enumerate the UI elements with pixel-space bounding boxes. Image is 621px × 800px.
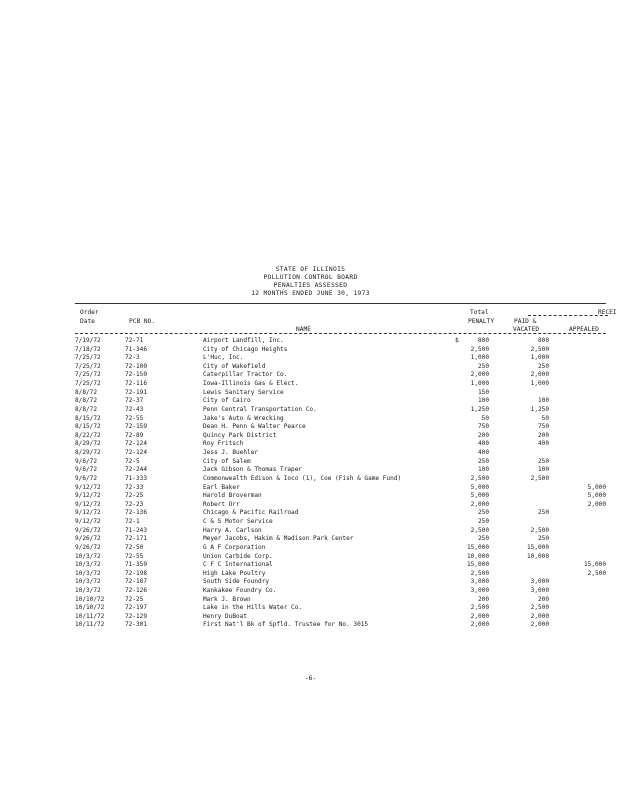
header-bottom-rule [75, 333, 606, 334]
order-date: 8/22/72 [75, 431, 101, 439]
pcb-number: 72-191 [125, 388, 148, 396]
order-date: 10/3/72 [75, 578, 101, 586]
order-date: 7/19/72 [75, 337, 101, 344]
paid-vacated: 400 [537, 440, 549, 448]
order-date: 7/25/72 [75, 371, 101, 379]
total-penalty: 100 [477, 397, 489, 405]
dollar-sign: $ [455, 337, 459, 344]
respondent-name: G A F Corporation [203, 543, 266, 551]
paid-vacated: 100 [537, 466, 549, 474]
table-row [0, 432, 621, 441]
pcb-number: 72-198 [125, 569, 148, 577]
respondent-name: Kankakee Foundry Co. [203, 586, 277, 594]
table-row [0, 389, 621, 398]
table-row [0, 406, 621, 415]
respondent-name: South Side Foundry [203, 578, 270, 586]
total-penalty: 250 [477, 535, 489, 543]
pcb-number: 72-129 [125, 612, 148, 620]
respondent-name: C & S Motor Service [203, 518, 273, 526]
table-row [0, 415, 621, 424]
respondent-name: Roy Fritsch [203, 440, 244, 448]
total-penalty: 800 [477, 337, 489, 344]
respondent-name: Meyer Jacobs, Hakim & Madison Park Center [203, 535, 354, 543]
pcb-number: 72-187 [125, 578, 148, 586]
order-date: 9/12/72 [75, 500, 101, 508]
pcb-number: 72-100 [125, 362, 148, 370]
respondent-name: First Nat'l Bk of Spfld. Trustee for No. 3015 [203, 621, 369, 629]
order-date: 9/12/72 [75, 518, 101, 526]
pcb-number: 72-25 [125, 595, 144, 603]
pcb-number: 72-3 [125, 354, 140, 362]
pcb-number: 72-71 [125, 337, 144, 344]
pcb-number: 72-1 [125, 518, 140, 526]
paid-vacated: 3,000 [530, 586, 549, 594]
table-row [0, 492, 621, 501]
table-row [0, 458, 621, 467]
respondent-name: City of Chicago Heights [203, 345, 288, 353]
paid-vacated: 2,000 [530, 371, 549, 379]
pcb-number: 72-197 [125, 604, 148, 612]
table-row [0, 354, 621, 363]
total-penalty: 250 [477, 509, 489, 517]
table-row [0, 587, 621, 596]
pcb-number: 72-124 [125, 440, 148, 448]
table-row [0, 466, 621, 475]
pcb-number: 72-55 [125, 414, 144, 422]
respondent-name: Dean H. Penn & Walter Pearce [203, 423, 306, 431]
total-penalty: 250 [477, 362, 489, 370]
order-date: 9/26/72 [75, 543, 101, 551]
respondent-name: Chicago & Pacific Railroad [203, 509, 299, 517]
table-row [0, 553, 621, 562]
total-penalty: 1,000 [470, 354, 489, 362]
respondent-name: Iowa-Illinois Gas & Elect. [203, 380, 299, 388]
respondent-name: City of Salem [203, 457, 251, 465]
total-penalty: 5,000 [470, 483, 489, 491]
total-penalty: 250 [477, 457, 489, 465]
respondent-name: Commonwealth Edison & Ioco (1), Coe (Fish & Game Fund) [203, 474, 402, 482]
respondent-name: Harold Broverman [203, 492, 262, 500]
total-penalty: 200 [477, 595, 489, 603]
table-row [0, 380, 621, 389]
table-row [0, 527, 621, 536]
table-row [0, 509, 621, 518]
appealed-amount: 2,500 [587, 569, 606, 577]
total-penalty: 2,500 [470, 569, 489, 577]
appealed-amount: 2,000 [587, 500, 606, 508]
paid-vacated: 2,000 [530, 612, 549, 620]
table-row [0, 475, 621, 484]
paid-vacated: 2,500 [530, 604, 549, 612]
appealed-amount: 5,000 [587, 483, 606, 491]
header-top-rule [75, 303, 606, 304]
total-penalty: 250 [477, 518, 489, 526]
appealed-amount: 15,000 [583, 561, 606, 569]
pcb-number: 72-37 [125, 397, 144, 405]
table-row [0, 604, 621, 613]
respondent-name: Airport Landfill, Inc. [203, 337, 284, 344]
order-date: 8/15/72 [75, 423, 101, 431]
order-date: 7/25/72 [75, 354, 101, 362]
total-penalty: 3,000 [470, 578, 489, 586]
table-row [0, 544, 621, 553]
order-date: 10/10/72 [75, 604, 105, 612]
total-penalty: 2,000 [470, 621, 489, 629]
total-penalty: 2,000 [470, 371, 489, 379]
pcb-number: 71-333 [125, 474, 148, 482]
pcb-number: 72-89 [125, 431, 144, 439]
pcb-number: 72-5 [125, 457, 140, 465]
pcb-number: 72-124 [125, 449, 148, 457]
order-date: 9/12/72 [75, 509, 101, 517]
respondent-name: City of Wakefield [203, 362, 266, 370]
respondent-name: L'Huc, Inc. [203, 354, 244, 362]
header-paid: PAID & [514, 318, 537, 325]
paid-vacated: 1,000 [530, 380, 549, 388]
pcb-number: 72-50 [125, 543, 144, 551]
header-appealed: APPEALED [569, 326, 599, 333]
order-date: 10/11/72 [75, 612, 105, 620]
total-penalty: 50 [481, 414, 489, 422]
header-vacated: VACATED [513, 326, 540, 333]
order-date: 8/29/72 [75, 449, 101, 457]
pcb-number: 71-243 [125, 526, 148, 534]
pcb-number: 71-346 [125, 345, 148, 353]
total-penalty: 100 [477, 466, 489, 474]
total-penalty: 1,250 [470, 405, 489, 413]
order-date: 8/8/72 [75, 388, 98, 396]
order-date: 9/6/72 [75, 466, 98, 474]
order-date: 10/3/72 [75, 569, 101, 577]
header-receipts: RECEI [598, 309, 617, 316]
respondent-name: Lake in the Hills Water Co. [203, 604, 303, 612]
table-row [0, 578, 621, 587]
order-date: 9/26/72 [75, 535, 101, 543]
order-date: 9/26/72 [75, 526, 101, 534]
table-row [0, 535, 621, 544]
order-date: 9/6/72 [75, 457, 98, 465]
total-penalty: 2,000 [470, 612, 489, 620]
paid-vacated: 15,000 [526, 543, 549, 551]
order-date: 7/18/72 [75, 345, 101, 353]
header-receipts-rule [528, 315, 608, 316]
pcb-number: 72-25 [125, 492, 144, 500]
page-number: -6- [304, 674, 317, 682]
respondent-name: Robert Orr [203, 500, 240, 508]
order-date: 8/8/72 [75, 397, 98, 405]
respondent-name: High Lake Poultry [203, 569, 266, 577]
pcb-number: 72-33 [125, 483, 144, 491]
order-date: 10/3/72 [75, 586, 101, 594]
respondent-name: Caterpillar Tractor Co. [203, 371, 288, 379]
table-row [0, 346, 621, 355]
order-date: 8/15/72 [75, 414, 101, 422]
respondent-name: Harry A. Carlson [203, 526, 262, 534]
paid-vacated: 1,250 [530, 405, 549, 413]
appealed-amount: 5,000 [587, 492, 606, 500]
total-penalty: 2,500 [470, 604, 489, 612]
order-date: 10/3/72 [75, 561, 101, 569]
table-row [0, 397, 621, 406]
paid-vacated: 250 [537, 509, 549, 517]
paid-vacated: 200 [537, 431, 549, 439]
total-penalty: 10,000 [466, 552, 489, 560]
pcb-number: 72-55 [125, 552, 144, 560]
table-row [0, 440, 621, 449]
paid-vacated: 2,500 [530, 526, 549, 534]
header-order: Order [80, 309, 99, 316]
table-row [0, 570, 621, 579]
total-penalty: 15,000 [466, 543, 489, 551]
total-penalty: 1,000 [470, 380, 489, 388]
paid-vacated: 2,000 [530, 621, 549, 629]
paid-vacated: 200 [537, 595, 549, 603]
paid-vacated: 800 [537, 337, 549, 344]
total-penalty: 15,000 [466, 561, 489, 569]
table-row [0, 363, 621, 372]
order-date: 10/3/72 [75, 552, 101, 560]
total-penalty: 5,000 [470, 492, 489, 500]
paid-vacated: 1,000 [530, 354, 549, 362]
order-date: 7/25/72 [75, 380, 101, 388]
respondent-name: Jake's Auto & Wrecking [203, 414, 284, 422]
respondent-name: Earl Baker [203, 483, 240, 491]
order-date: 8/8/72 [75, 405, 98, 413]
paid-vacated: 250 [537, 362, 549, 370]
total-penalty: 400 [477, 440, 489, 448]
total-penalty: 2,500 [470, 474, 489, 482]
paid-vacated: 3,000 [530, 578, 549, 586]
pcb-number: 72-136 [125, 509, 148, 517]
pcb-number: 71-359 [125, 561, 148, 569]
table-row [0, 337, 621, 346]
respondent-name: Lewis Sanitary Service [203, 388, 284, 396]
total-penalty: 2,500 [470, 526, 489, 534]
order-date: 9/12/72 [75, 492, 101, 500]
header-penalty: PENALTY [468, 318, 495, 325]
respondent-name: City of Cairo [203, 397, 251, 405]
order-date: 9/12/72 [75, 483, 101, 491]
table-row [0, 518, 621, 527]
table-row [0, 484, 621, 493]
pcb-number: 72-244 [125, 466, 148, 474]
paid-vacated: 250 [537, 457, 549, 465]
order-date: 9/6/72 [75, 474, 98, 482]
table-row [0, 613, 621, 622]
paid-vacated: 750 [537, 423, 549, 431]
respondent-name: Mark J. Brown [203, 595, 251, 603]
title-line-3: PENALTIES ASSESSED [273, 282, 348, 289]
pcb-number: 72-116 [125, 380, 148, 388]
respondent-name: Quincy Park District [203, 431, 277, 439]
respondent-name: C F C International [203, 561, 273, 569]
order-date: 10/10/72 [75, 595, 105, 603]
order-date: 8/29/72 [75, 440, 101, 448]
paid-vacated: 10,000 [526, 552, 549, 560]
respondent-name: Union Carbide Corp. [203, 552, 273, 560]
table-row [0, 501, 621, 510]
pcb-number: 72-159 [125, 423, 148, 431]
paid-vacated: 250 [537, 535, 549, 543]
pcb-number: 72-171 [125, 535, 148, 543]
header-total: Total [470, 309, 489, 316]
table-row [0, 621, 621, 630]
respondent-name: Jess J. Buehler [203, 449, 259, 457]
pcb-number: 72-126 [125, 586, 148, 594]
total-penalty: 400 [477, 449, 489, 457]
pcb-number: 72-150 [125, 371, 148, 379]
pcb-number: 72-301 [125, 621, 148, 629]
title-line-1: STATE OF ILLINOIS [275, 266, 346, 273]
table-row [0, 449, 621, 458]
total-penalty: 2,000 [470, 500, 489, 508]
respondent-name: Penn Central Transportation Co. [203, 405, 317, 413]
table-row [0, 423, 621, 432]
paid-vacated: 2,500 [530, 474, 549, 482]
total-penalty: 3,000 [470, 586, 489, 594]
total-penalty: 2,500 [470, 345, 489, 353]
pcb-number: 72-23 [125, 500, 144, 508]
title-line-4: 12 MONTHS ENDED JUNE 30, 1973 [251, 290, 370, 297]
order-date: 7/25/72 [75, 362, 101, 370]
order-date: 10/11/72 [75, 621, 105, 629]
total-penalty: 200 [477, 431, 489, 439]
header-name: NAME [296, 326, 311, 333]
total-penalty: 150 [477, 388, 489, 396]
total-penalty: 750 [477, 423, 489, 431]
header-date: Date [80, 318, 95, 325]
table-row [0, 561, 621, 570]
table-row [0, 371, 621, 380]
paid-vacated: 2,500 [530, 345, 549, 353]
table-row [0, 596, 621, 605]
title-line-2: POLLUTION CONTROL BOARD [263, 274, 358, 281]
respondent-name: Henry DuBoat [203, 612, 248, 620]
header-pcb-no: PCB NO. [129, 318, 156, 325]
respondent-name: Jack Gibson & Thomas Traper [203, 466, 303, 474]
paid-vacated: 100 [537, 397, 549, 405]
pcb-number: 72-43 [125, 405, 144, 413]
paid-vacated: 50 [541, 414, 549, 422]
